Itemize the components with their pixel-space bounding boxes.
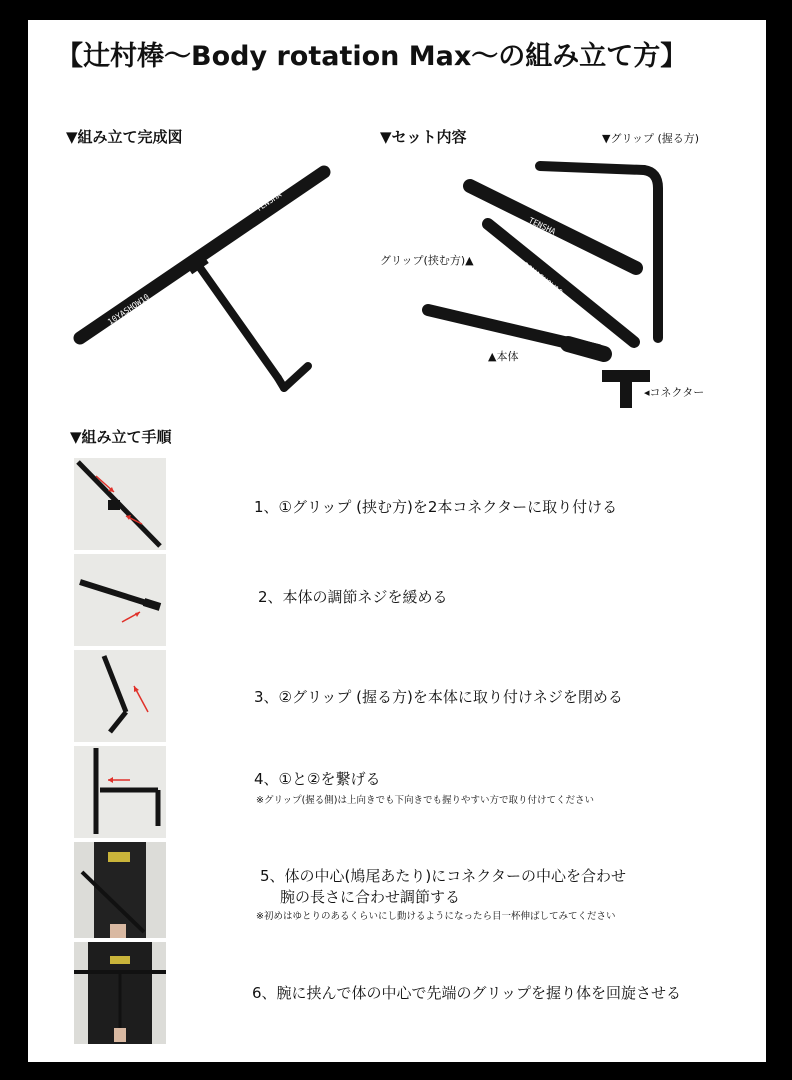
step-6-photo bbox=[74, 942, 166, 1044]
connector-label: ◂コネクター bbox=[644, 386, 705, 399]
grip-hold-label: ▼グリップ (握る方) bbox=[602, 132, 700, 145]
step-4-note: ※グリップ(握る側)は上向きでも下向きでも握りやすい方で取り付けてください bbox=[256, 795, 594, 806]
step-1-photo bbox=[74, 458, 166, 550]
page-title: 【辻村棒〜Body rotation Max〜の組み立て方】 bbox=[56, 41, 688, 72]
instruction-sheet bbox=[28, 20, 766, 1062]
steps-heading: ▼組み立て手順 bbox=[70, 428, 172, 446]
step-5-note-2: ※初めはゆとりのあるくらいにし動けるようになったら目一杯伸ばしてみてください bbox=[256, 911, 616, 922]
step-2-text: 2、本体の調節ネジを緩める bbox=[258, 588, 448, 606]
set-contents-illustration bbox=[418, 152, 708, 412]
step-4-text: 4、①と②を繋げる bbox=[254, 770, 381, 788]
set-contents-heading: ▼セット内容 bbox=[380, 128, 467, 146]
completed-logo-1: 10YASHOW10 bbox=[106, 292, 152, 327]
set-logo-1: TENSHA bbox=[527, 215, 558, 237]
step-5-note: 腕の長さに合わせ調節する bbox=[280, 888, 461, 906]
grip-pinch-label: グリップ(挟む方)▲ bbox=[380, 254, 474, 267]
completed-heading: ▼組み立て完成図 bbox=[66, 128, 183, 146]
step-5-photo bbox=[74, 842, 166, 938]
completed-logo-2: TENSHA bbox=[254, 190, 284, 214]
step-4-photo bbox=[74, 746, 166, 838]
step-3-photo bbox=[74, 650, 166, 742]
completed-assembly-illustration bbox=[68, 160, 338, 400]
body-label: ▲本体 bbox=[488, 350, 519, 363]
step-5-text: 5、体の中心(鳩尾あたり)にコネクターの中心を合わせ bbox=[260, 867, 626, 885]
step-6-text: 6、腕に挟んで体の中心で先端のグリップを握り体を回旋させる bbox=[252, 984, 681, 1002]
set-logo-2: 10YASHOW10 bbox=[520, 260, 565, 298]
step-2-photo bbox=[74, 554, 166, 646]
step-1-text: 1、①グリップ (挟む方)を2本コネクターに取り付ける bbox=[254, 498, 618, 516]
step-3-text: 3、②グリップ (握る方)を本体に取り付けネジを閉める bbox=[254, 688, 623, 706]
